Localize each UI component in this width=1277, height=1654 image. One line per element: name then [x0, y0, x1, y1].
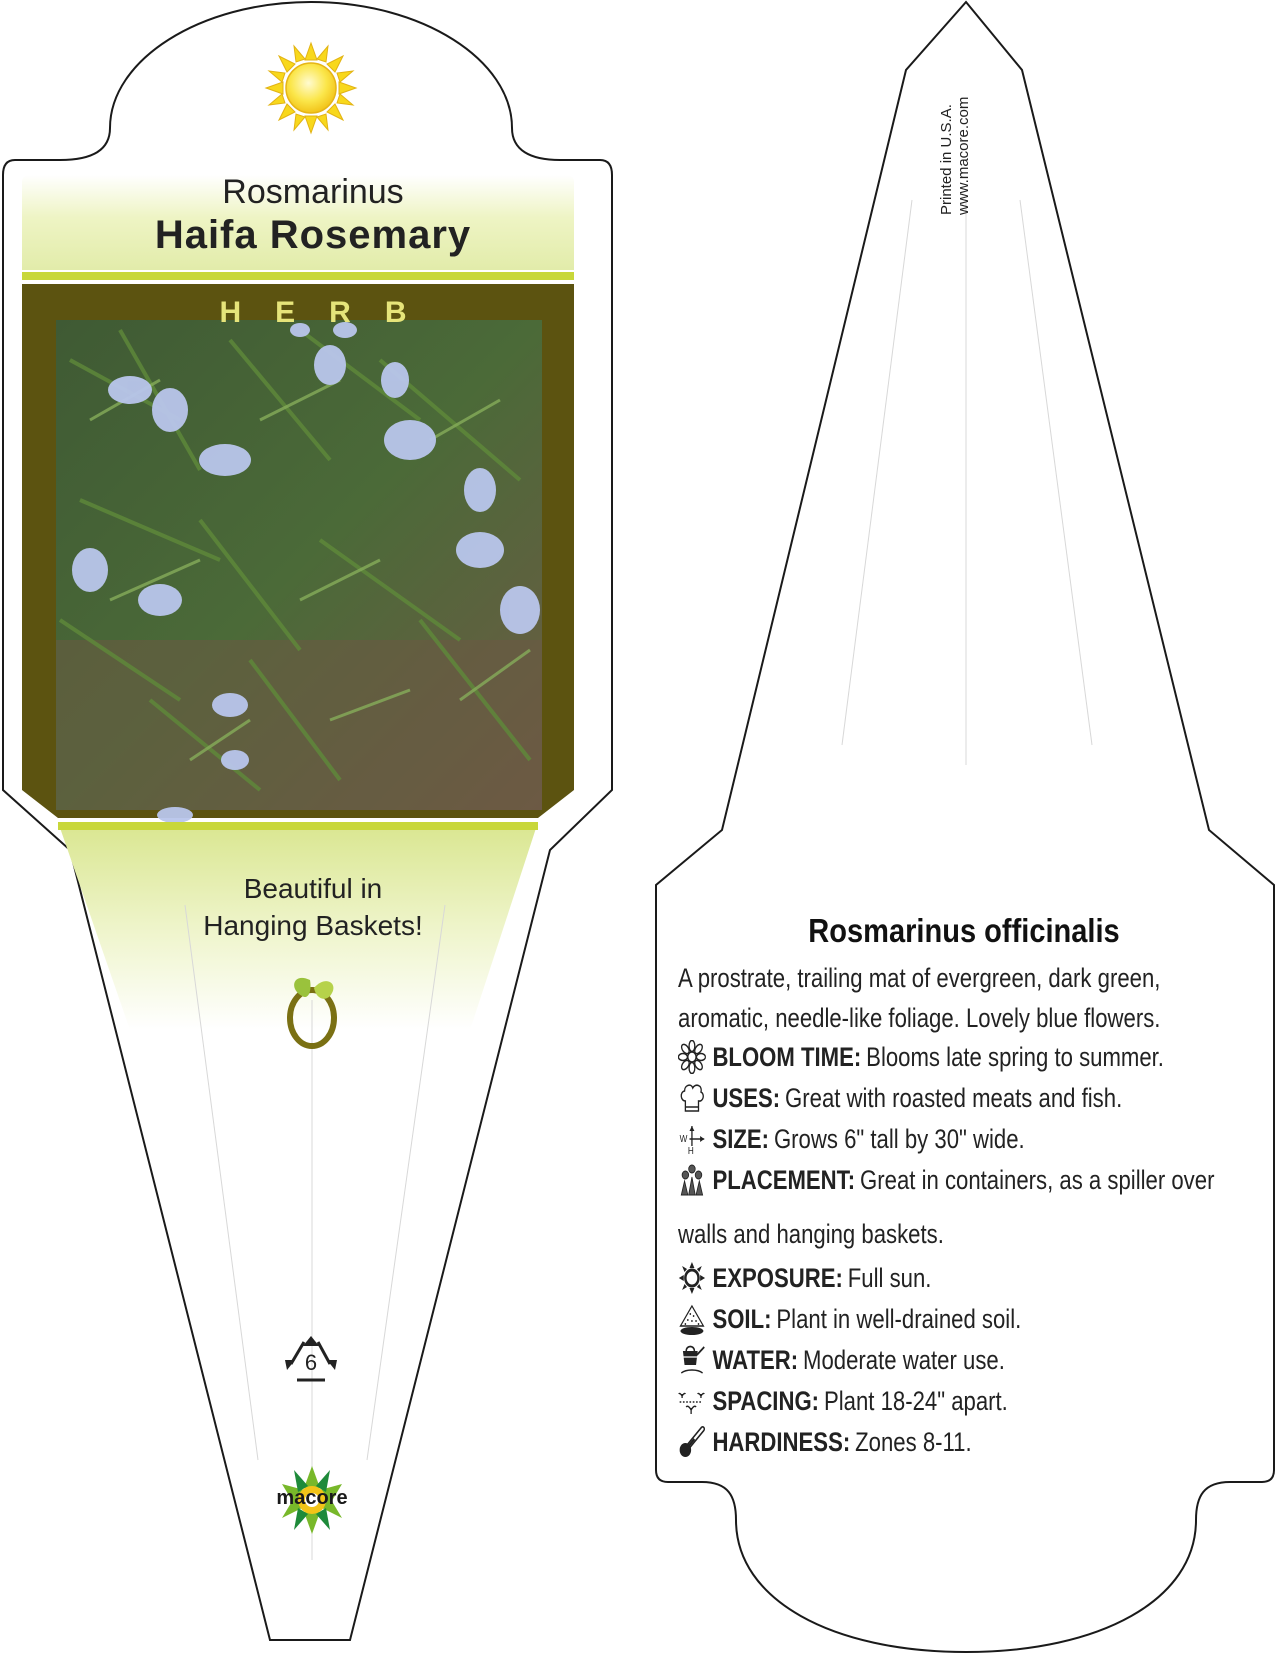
recycle-code: 6 — [304, 1350, 318, 1375]
category-label: HERB — [219, 296, 441, 329]
sun-outline-icon — [678, 1261, 706, 1295]
soil-icon — [678, 1302, 706, 1336]
plant-photo — [56, 320, 542, 823]
attr-placement — [678, 1163, 1214, 1197]
common-name: Haifa Rosemary — [154, 213, 472, 257]
svg-text:W: W — [679, 1133, 688, 1145]
sprouts-icon — [678, 1384, 706, 1418]
soil-label: SOIL: — [712, 1303, 772, 1334]
description-line2: aromatic, needle-like foliage. Lovely blue flowers. — [678, 1003, 1161, 1033]
exposure-label: EXPOSURE: — [712, 1262, 843, 1293]
website: www.macore.com — [955, 96, 972, 215]
attr-water — [678, 1343, 1005, 1377]
attr-hardiness — [678, 1425, 972, 1459]
description-line1: A prostrate, trailing mat of evergreen, dark green, — [678, 963, 1161, 993]
attr-exposure — [678, 1261, 931, 1295]
botanical-name: Rosmarinus officinalis — [808, 912, 1120, 949]
sun-icon — [266, 43, 356, 133]
bloom-time-label: BLOOM TIME: — [712, 1041, 862, 1072]
genus-name: Rosmarinus — [222, 173, 404, 211]
water-label: WATER: — [712, 1344, 799, 1375]
hardiness-value: Zones 8-11. — [855, 1426, 972, 1457]
soil-value: Plant in well-drained soil. — [776, 1303, 1022, 1334]
exposure-value: Full sun. — [847, 1262, 932, 1293]
lime-divider — [22, 272, 574, 280]
plants-icon — [678, 1163, 706, 1197]
printed-in: Printed in U.S.A. — [938, 104, 955, 215]
attr-bloom-time — [678, 1040, 1164, 1074]
placement-label: PLACEMENT: — [712, 1164, 856, 1195]
tagline-line1: Beautiful in — [243, 873, 383, 904]
uses-label: USES: — [712, 1082, 781, 1113]
spacing-label: SPACING: — [712, 1385, 820, 1416]
spacing-value: Plant 18-24" apart. — [823, 1385, 1008, 1416]
size-value: Grows 6" tall by 30" wide. — [773, 1123, 1025, 1154]
flower-icon — [678, 1040, 706, 1074]
svg-text:H: H — [687, 1145, 694, 1156]
size-label: SIZE: — [712, 1123, 770, 1154]
printer-credits — [938, 50, 972, 215]
hardiness-label: HARDINESS: — [712, 1426, 851, 1457]
brand-name: macore — [276, 1487, 348, 1509]
attr-size — [678, 1122, 1025, 1156]
thermometer-icon — [678, 1425, 706, 1459]
size-arrows-icon — [678, 1122, 706, 1156]
bloom-time-value: Blooms late spring to summer. — [866, 1041, 1164, 1072]
description — [678, 958, 1252, 1038]
tagline-line2: Hanging Baskets! — [203, 910, 423, 941]
chef-hat-icon — [678, 1081, 706, 1115]
uses-value: Great with roasted meats and fish. — [785, 1082, 1123, 1113]
placement-value-continued: walls and hanging baskets. — [678, 1219, 944, 1249]
attr-soil — [678, 1302, 1021, 1336]
attr-uses — [678, 1081, 1122, 1115]
tagline — [0, 870, 626, 944]
water-value: Moderate water use. — [803, 1344, 1005, 1375]
lime-divider-lower — [58, 822, 538, 830]
placement-value: Great in containers, as a spiller over — [860, 1164, 1215, 1195]
attr-spacing — [678, 1384, 1008, 1418]
watering-can-icon — [678, 1343, 706, 1377]
